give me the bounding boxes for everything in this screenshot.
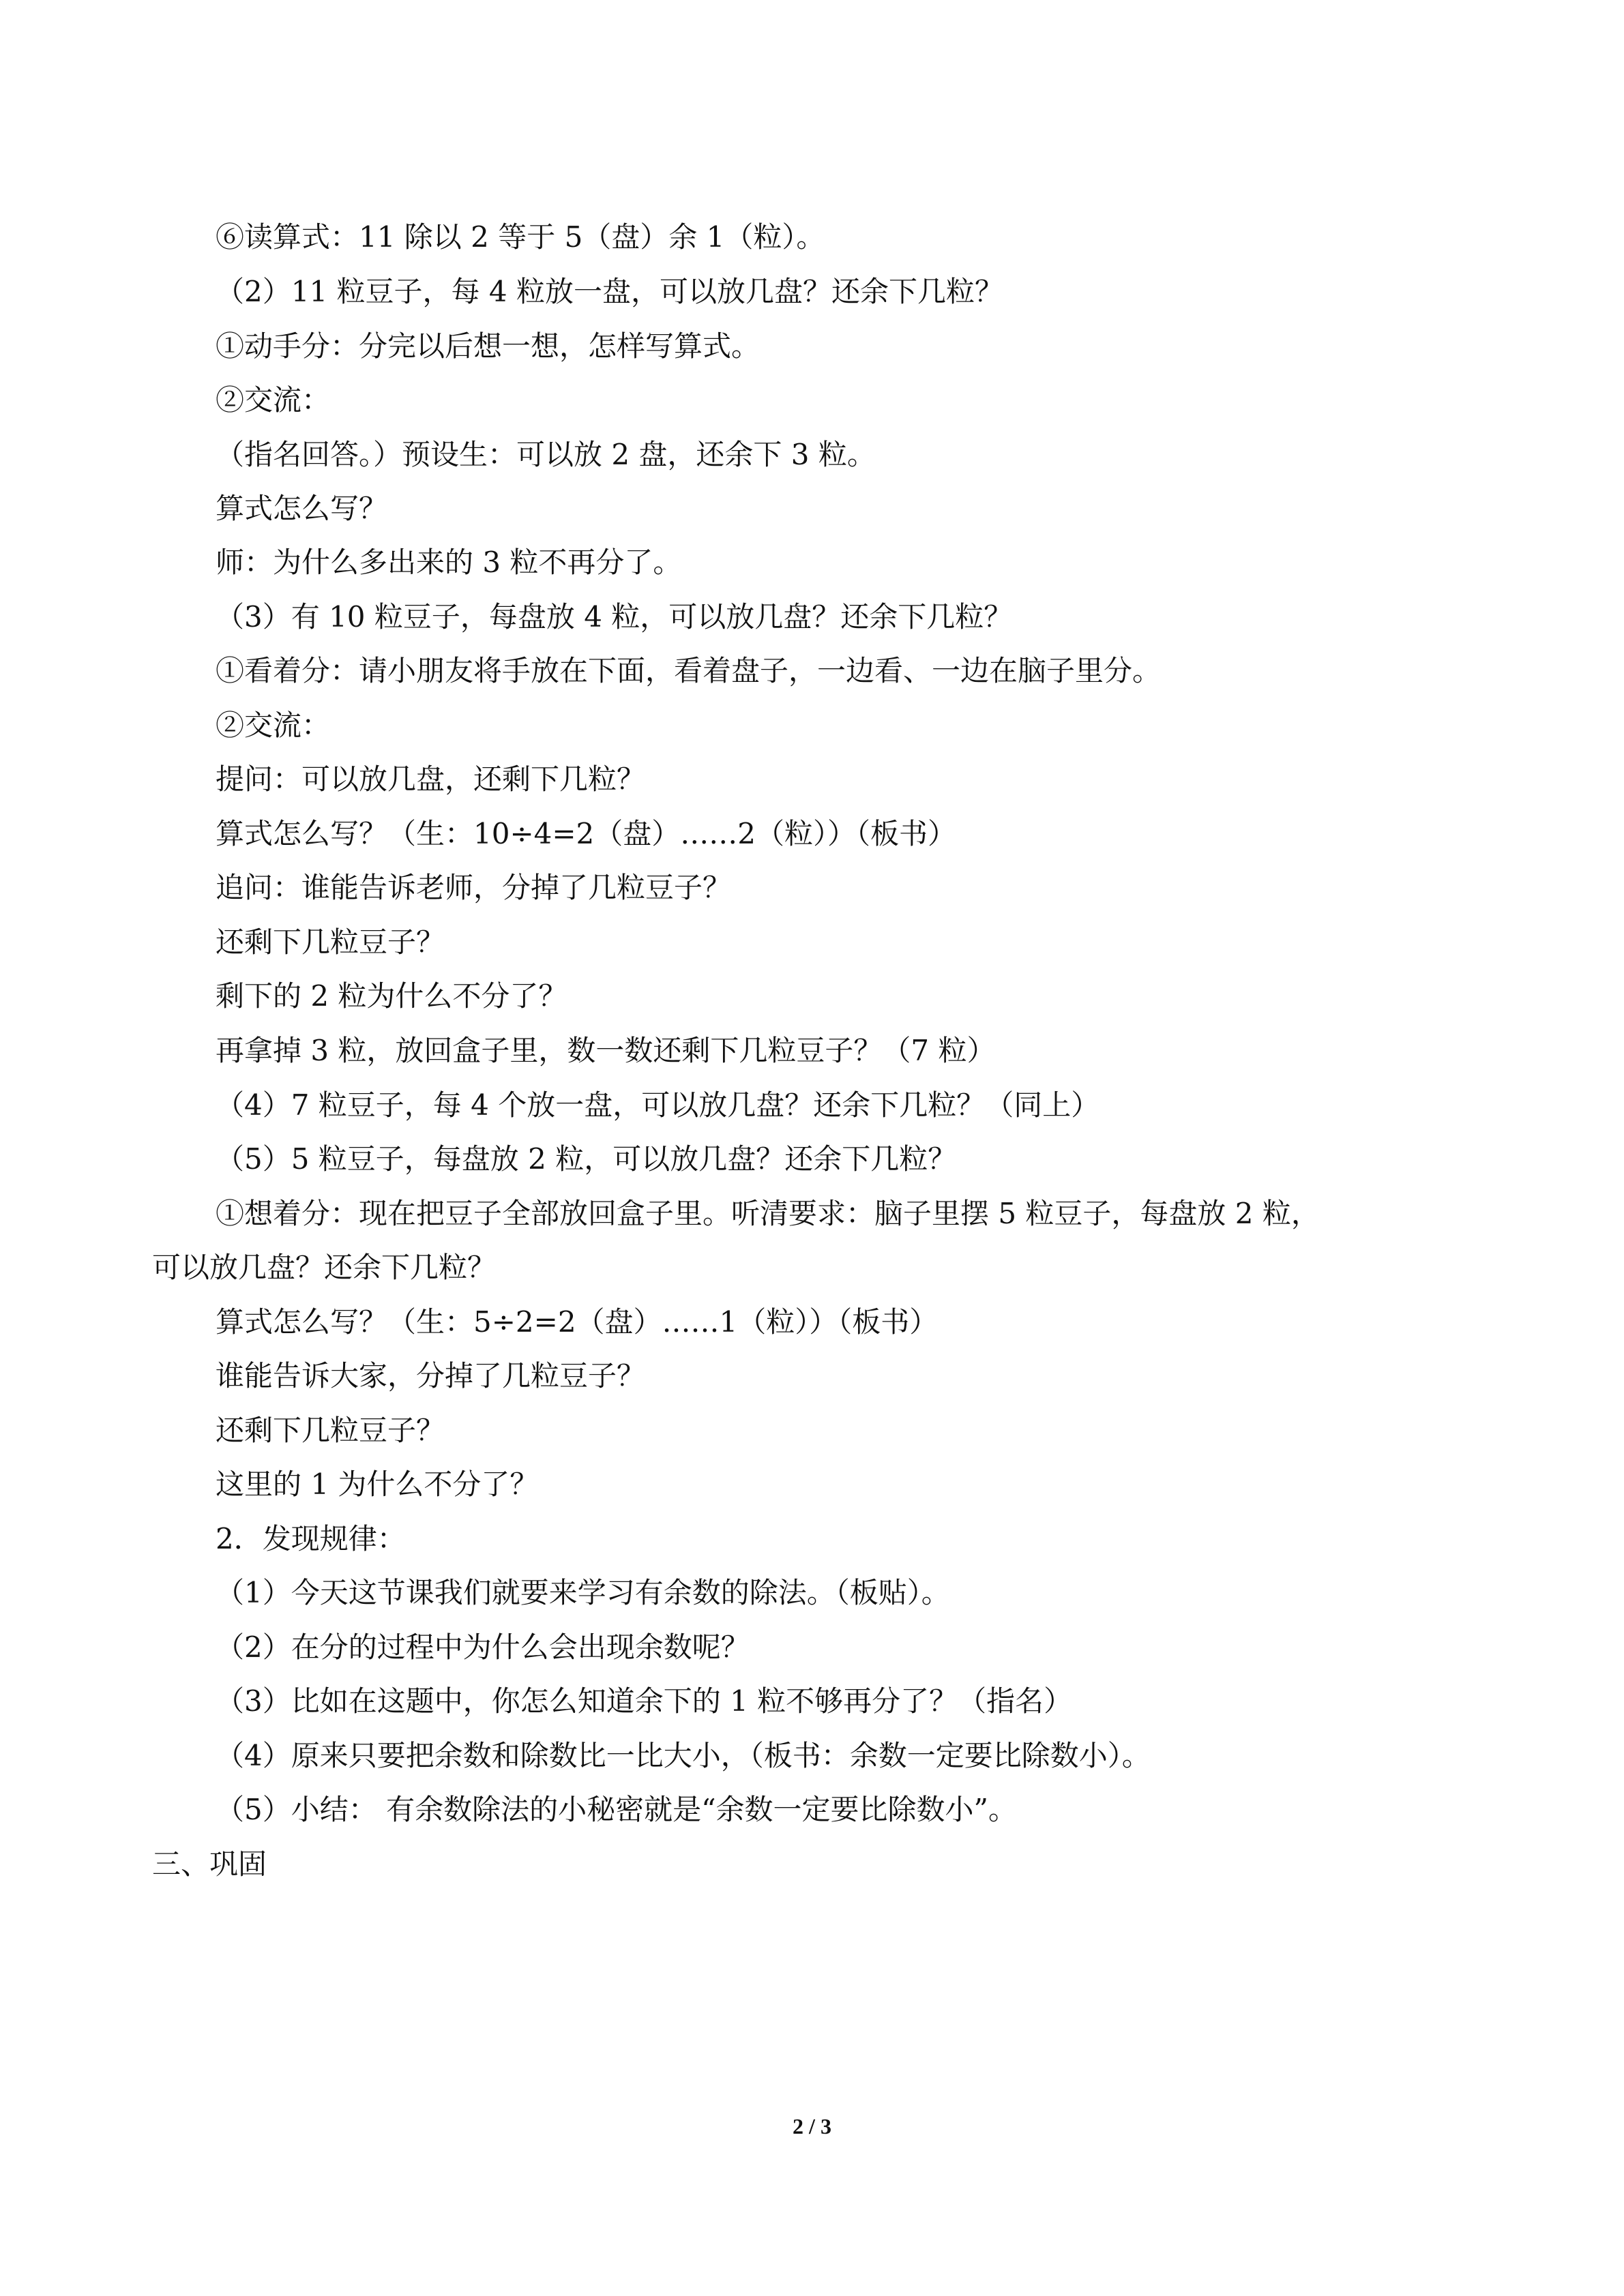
text-line: 算式怎么写？（生：10÷4=2（盘）……2（粒））（板书） — [216, 817, 956, 850]
text-line: ⑥读算式：11 除以 2 等于 5（盘）余 1（粒）。 — [216, 220, 825, 254]
text-line: （1）今天这节课我们就要来学习有余数的除法。（板贴）。 — [216, 1576, 950, 1609]
text-line: （指名回答。）预设生：可以放 2 盘，还余下 3 粒。 — [216, 438, 876, 471]
text-line: 师：为什么多出来的 3 粒不再分了。 — [216, 546, 682, 579]
text-line: ②交流： — [216, 383, 331, 417]
text-line: 算式怎么写？ — [216, 492, 388, 525]
text-line: 算式怎么写？（生：5÷2=2（盘）……1（粒））（板书） — [216, 1305, 939, 1339]
text-line: （5）小结： 有余数除法的小秘密就是“余数一定要比除数小”。 — [216, 1793, 1018, 1826]
text-line: 再拿掉 3 粒，放回盒子里，数一数还剩下几粒豆子？（7 粒） — [216, 1034, 996, 1067]
text-line: 还剩下几粒豆子？ — [216, 925, 445, 959]
text-line: （5）5 粒豆子，每盘放 2 粒，可以放几盘？还余下几粒？ — [216, 1142, 957, 1176]
text-line: 还剩下几粒豆子？ — [216, 1414, 445, 1447]
text-line: ①看着分：请小朋友将手放在下面，看着盘子，一边看、一边在脑子里分。 — [216, 654, 1162, 687]
text-line: 谁能告诉大家，分掉了几粒豆子？ — [216, 1359, 646, 1392]
text-line: 可以放几盘？还余下几粒？ — [152, 1251, 497, 1284]
section-heading: 2．发现规律： — [216, 1522, 406, 1555]
text-line: 提问：可以放几盘，还剩下几粒？ — [216, 762, 646, 796]
text-line: 剩下的 2 粒为什么不分了？ — [216, 979, 567, 1013]
text-line: （3）有 10 粒豆子，每盘放 4 粒，可以放几盘？还余下几粒？ — [216, 600, 1013, 633]
text-line: （2）在分的过程中为什么会出现余数呢？ — [216, 1630, 750, 1664]
text-line: （2）11 粒豆子，每 4 粒放一盘，可以放几盘？还余下几粒？ — [216, 275, 1003, 308]
text-line: （4）原来只要把余数和除数比一比大小，（板书：余数一定要比除数小）。 — [216, 1739, 1151, 1772]
text-line: 追问：谁能告诉老师，分掉了几粒豆子？ — [216, 871, 732, 904]
text-line: （3）比如在这题中，你怎么知道余下的 1 粒不够再分了？（指名） — [216, 1684, 1073, 1718]
text-line: ①动手分：分完以后想一想，怎样写算式。 — [216, 329, 761, 363]
section-heading: 三、巩固 — [152, 1847, 267, 1881]
text-line: （4）7 粒豆子，每 4 个放一盘，可以放几盘？还余下几粒？（同上） — [216, 1088, 1100, 1122]
page-number: 2 / 3 — [793, 2114, 831, 2138]
text-line: ②交流： — [216, 709, 331, 742]
text-line: 这里的 1 为什么不分了？ — [216, 1467, 539, 1501]
text-line: ①想着分：现在把豆子全部放回盒子里。听清要求：脑子里摆 5 粒豆子，每盘放 2 粒， — [216, 1197, 1320, 1230]
